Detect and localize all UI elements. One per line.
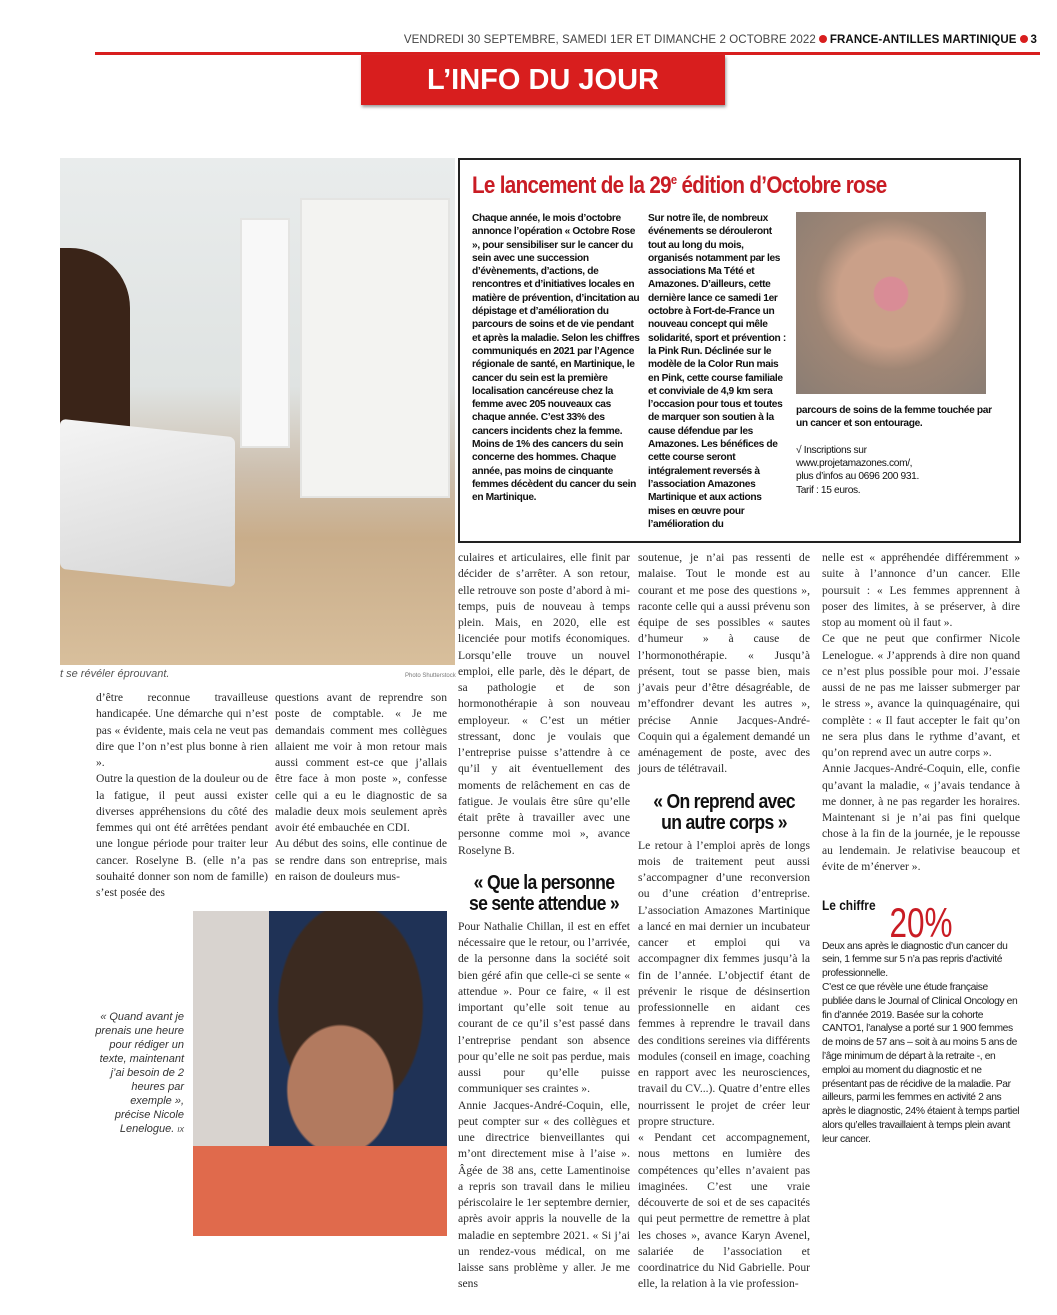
box-col-3: [796, 212, 992, 497]
bullet-icon: [819, 35, 827, 43]
paragraph: Ce que ne peut que confirmer Nicole Lenelogue. « J’apprends à dire non quand ce n’est plus possible pour moi. J’essaie aussi de ne pas me laisser submerger par le stress », avance la quinquagénaire, qui complète : « Il faut accepter le fait qu’on ne sera plus dans le rythme d’avant, et qu’on reprend avec un autre corps ».: [822, 632, 1020, 760]
subheading: « Que la personne se sente attendue »: [469, 871, 619, 915]
photo-caption: t se révéler éprouvant.: [60, 668, 170, 680]
paragraph: « Pendant cet accompagnement, nous mettons en lumière des compétences qu’elles n’avaient pas imaginées. C’est une vraie découverte de soi et de ses capacités qui peut permettre de remettre à plat les choses », avance Karyn Avenel, salariée de l’association et coordinatrice du Nid Gabrielle. Pour elle, la relation à la vie profession-: [638, 1131, 810, 1291]
bookshelf: [300, 198, 450, 498]
shirt: [193, 1146, 447, 1236]
box-title: [472, 172, 932, 200]
photo-credit: Photo Shutterstock: [405, 673, 456, 679]
publication-name: FRANCE-ANTILLES MARTINIQUE: [829, 34, 1017, 46]
portrait-row: [92, 911, 450, 1236]
article-upper-columns: [92, 690, 450, 901]
pull-quote: [92, 1010, 184, 1138]
left-flow: [92, 690, 450, 1236]
info-line: √ Inscriptions sur: [796, 444, 867, 456]
article-col-2: [275, 690, 447, 885]
chiffre-heading: Le chiffre: [822, 897, 876, 914]
article-col-1: [92, 690, 268, 901]
article-col-3: [458, 550, 630, 1293]
paragraph: questions avant de reprendre son poste de comptable. « Je me demandais comment mes collègues allaient me voir à mon retour mais aussi comment est-ce que j’allais être face à mon poste », confesse celle qui a eu le diagnostic de sa maladie deux mois seulement après avoir été embauchée en CDI.: [275, 691, 447, 834]
paragraph: nelle est « appréhendée différemment » suite à l’annonce d’un cancer. Elle poursuit : « Les femmes apprennent à poser des limites, à se préserver, à dire stop au moment où il faut ».: [822, 551, 1020, 630]
website-link[interactable]: www.projetamazones.com/,: [796, 458, 913, 470]
pink-ribbon-photo: [796, 212, 986, 394]
box-col-3-text: parcours de soins de la femme touchée par un cancer et son entourage.: [796, 405, 992, 430]
box-columns: [472, 212, 1007, 531]
laptop: [60, 419, 235, 587]
paragraph: Le retour à l’emploi après de longs mois de traitement peut aussi s’accompagner d’une reconversion ou d’une création d’entreprise. L’association Amazones Martinique a lancé en mai dernier un incubateur cancer et emploi qui va accompagner dix femmes jusqu’à la fin de l’année. L’objectif étant de prévenir le risque de désinsertion professionnelle en aidant ces femmes à reprendre le travail dans des conditions sereines via différents modules (conseil en image, coaching en rapport avec les neurosciences, travail du CV...). Quatre d’entre elles nourrissent le projet de créer leur propre structure.: [638, 838, 810, 1128]
title-part: Le lancement de la 29: [472, 172, 671, 199]
paragraph: Outre la question de la douleur ou de la fatigue, il peut aussi exister diverses appréhensions du côté des femmes qui ont été arrêtées pendant une longue période pour traiter leur cancer. Roselyne B. (elle n’a pas souhaité donner son nom de famille) s’est posée des: [96, 772, 268, 899]
paragraph: culaires et articulaires, elle finit par décider de s’arrêter. A son retour, elle retrouve son poste d’abord à mi-temps, puis de nouveau à temps plein. Mais, en 2020, elle est licenciée pour motifs économiques. Lorsqu’elle trouve un nouvel emploi, elle parle, dès le départ, de sa pathologie et de son hormonothérapie à son nouveau employeur. « C’est un métier stressant, donc je voulais que l’entreprise puisse s’attendre à ce qu’il y ait éventuellement des moments de relâchement en cas de fatigue. Je voulais être sûre qu’elle était prête à travailler avec une personne comme moi », avance Roselyne B.: [458, 551, 630, 857]
info-line: plus d’infos au 0696 200 931.: [796, 471, 919, 483]
office-photo: [60, 158, 455, 665]
page-number: 3: [1030, 34, 1037, 46]
paragraph: Deux ans après le diagnostic d’un cancer du sein, 1 femme sur 5 n’a pas repris d’activité professionnelle.: [822, 940, 1008, 980]
window: [240, 218, 290, 448]
paragraph: soutenue, je n’ai pas ressenti de malaise. Tout le monde est au courant et me pose des questions », raconte celle qui a aussi prévenu son équipe de ses possibles « sautes d’humeur » à cause de l’hormonothérapie. « Jusqu’à présent, tout se passe bien, mais j’avais peur d’être désagréable, de m’effondrer devant les autres », précise Annie Jacques-André-Coquin qui a également demandé un aménagement de poste, avec des jours de télétravail.: [638, 551, 810, 776]
paragraph: Au début des soins, elle continue de se rendre dans son entreprise, mais en raison de douleurs mus-: [275, 837, 447, 883]
box-col-2: Sur notre île, de nombreux événements se dérouleront tout au long du mois, organisés notamment par les associations Ma Tété et Amazones. D’ailleurs, cette dernière lance ce samedi 1er octobre à Fort-de-France un nouveau concept qui mêle solidarité, sport et prévention : la Pink Run. Déclinée sur le modèle de la Color Run mais en Pink, cette course familiale et conviviale de 4,9 km sera l’occasion pour tous et toutes de marquer son soutien à la cause défendue par les Amazones. Les bénéfices de cette course seront intégralement reversés à l’association Amazones Martinique et aux actions mises en œuvre pour l’amélioration du: [648, 213, 786, 530]
quote-text: « Quand avant je prenais une heure pour rédiger un texte, maintenant j’ai besoin de 2 heures par exemple », précise Nicole Lenelogue.: [95, 1010, 184, 1135]
le-chiffre-box: [822, 897, 1020, 1146]
article-col-4: [638, 550, 810, 1293]
title-part: édition d’Octobre rose: [676, 172, 887, 199]
section-banner: L’INFO DU JOUR: [361, 55, 725, 105]
bullet-icon: [1020, 35, 1028, 43]
subheading: « On reprend avec un autre corps »: [653, 790, 795, 834]
box-col-3-body: [796, 404, 992, 497]
article-lower-columns: [458, 550, 1021, 1293]
paragraph: Annie Jacques-André-Coquin, elle, peut compter sur « des collègues et une directrice bienveillantes qui m’ont directement mise à l’aise ». Âgée de 38 ans, cette Lamentinoise a repris son travail dans le milieu périscolaire le 1er septembre dernier, après avoir appris la nouvelle de la maladie en septembre 2021. « Si j’ai un rendez-vous médical, on me laisse sans problème y aller. Je me sens: [458, 1098, 630, 1291]
octobre-rose-box: [458, 158, 1021, 543]
paragraph: Annie Jacques-André-Coquin, elle, confie qu’avant la maladie, « j’avais tendance à me donner, à ne pas regarder les horaires. Maintenant si je n’ai pas fini quelque chose à la fin de la journée, je le repousse au lendemain. Je relativise beaucoup et évite de m’énerver ».: [822, 762, 1020, 873]
paragraph: Pour Nathalie Chillan, il est en effet nécessaire que le retour, ou l’arrivée, de la personne dans la société soit bien géré afin que celle-ci se sente « attendue ». Pour ce faire, « il est important qu’elle soit tenue au courant de ce qu’il s’est passé dans l’entreprise pendant son absence pour qu’elle ne soit pas perdue, mais aussi pour qu’elle puisse communiquer ses craintes ».: [458, 919, 630, 1096]
box-col-1: Chaque année, le mois d’octobre annonce l’opération « Octobre Rose », pour sensibiliser sur le cancer du sein avec une succession d’évènements, d’actions, de rencontres et d’initiatives locales en matière de prévention, d’incitation au dépistage et d’amélioration du parcours de soins et de vie pendant et après la maladie. Selon les chiffres communiqués en 2021 par l’Agence régionale de santé, en Martinique, le cancer du sein est la première localisation cancéreuse chez la femme avec 205 nouveaux cas chaque année. C’est 33% des cancers incidents chez la femme. Moins de 1% des cancers du sein concerne des hommes. Chaque année, pas moins de cinquante femmes décèdent du cancer du sein en Martinique.: [472, 213, 640, 504]
paragraph: d’être reconnue travailleuse handicapée. Une démarche qui n’est pas « évidente, mais cela ne veut pas dire que l’on n’est plus bonne à rien ».: [96, 691, 268, 769]
chiffre-value: 20%: [889, 899, 953, 947]
paragraph: C’est ce que révèle une étude française publiée dans le Journal of Clinical Oncology en fin d’année 2019. Basée sur la cohorte CANTO1, l’analyse a porté sur 1 900 femmes de moins de 57 ans – soit à au moins 5 ans de l’âge minimum de départ à la retraite -, en emploi au moment du diagnostic et ne présentant pas de récidive de la maladie. Par ailleurs, parmi les femmes en activité 2 ans après le diagnostic, 24% étaient à temps partiel alors qu’elles travaillaient à temps plein avant leur cancer.: [822, 982, 1020, 1145]
nicole-lenelogue-photo: [193, 911, 447, 1236]
date-text: VENDREDI 30 SEPTEMBRE, SAMEDI 1ER ET DIMANCHE 2 OCTOBRE 2022: [403, 34, 816, 46]
quote-credit: IX: [177, 1126, 184, 1134]
right-flow: [458, 158, 1021, 1293]
article-col-5: [822, 550, 1020, 1146]
title-sup: e: [670, 172, 677, 187]
info-line: Tarif : 15 euros.: [796, 484, 861, 496]
dateline: [404, 34, 1037, 46]
